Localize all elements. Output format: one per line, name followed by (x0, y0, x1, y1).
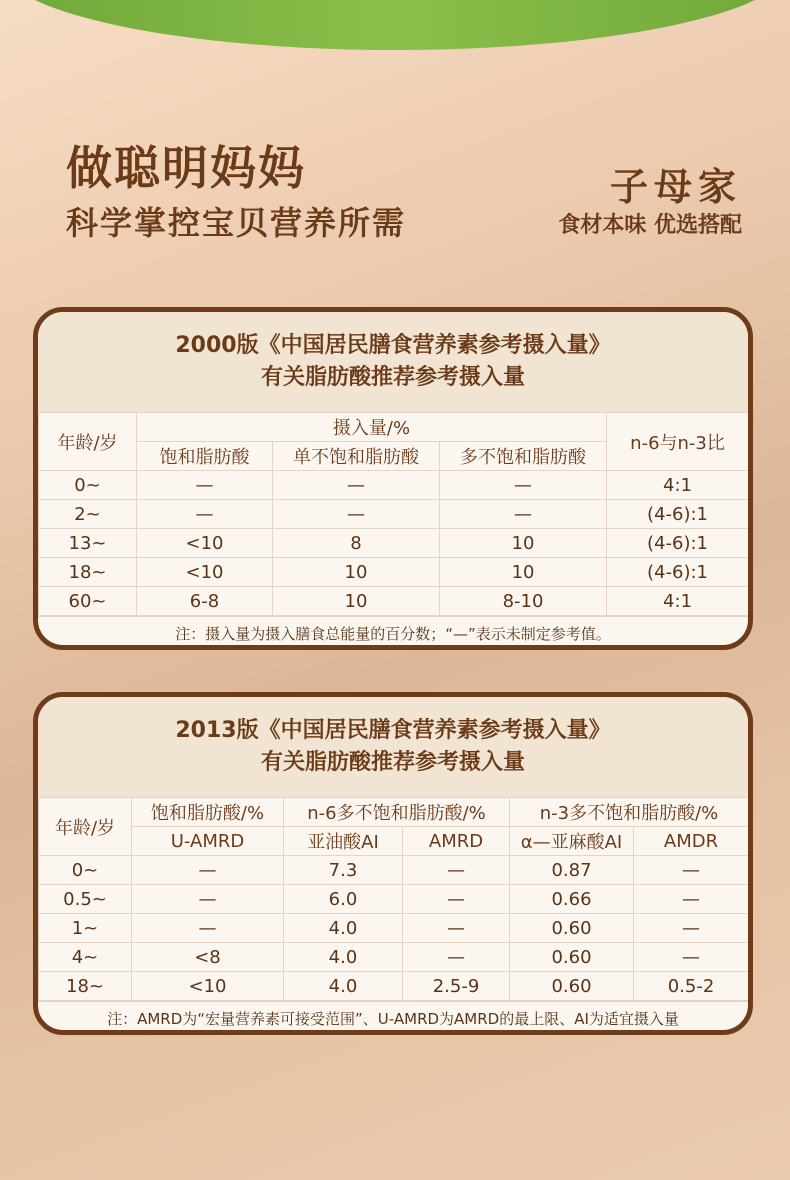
fatty-acid-table-2000 (38, 412, 749, 616)
table-cell: — (273, 471, 440, 500)
table-cell: 0.5~ (39, 885, 132, 914)
table-cell: (4-6):1 (607, 500, 749, 529)
table-cell: 4.0 (284, 914, 403, 943)
table-cell: 4.0 (284, 943, 403, 972)
subline: 科学掌控宝贝营养所需 (66, 204, 407, 242)
table-cell: — (132, 856, 284, 885)
table-cell: 0.87 (510, 856, 634, 885)
col-amdr: AMDR (634, 827, 749, 856)
fatty-acid-table-2013 (38, 797, 749, 1001)
table-cell: 7.3 (284, 856, 403, 885)
table-cell: — (132, 914, 284, 943)
table-cell: (4-6):1 (607, 558, 749, 587)
brand-logo: 子母家 (609, 164, 742, 209)
table-cell: 0.66 (510, 885, 634, 914)
table-row (39, 500, 749, 529)
table-cell: 10 (440, 558, 607, 587)
card-title-line1: 2013版《中国居民膳食营养素参考摄入量》 (175, 718, 611, 743)
table-cell: — (634, 943, 749, 972)
table-cell: — (440, 500, 607, 529)
table-cell: — (403, 885, 510, 914)
top-green-arc (0, 0, 790, 50)
table-cell: 2~ (39, 500, 137, 529)
col-alpha-linolenic-ai: α—亚麻酸AI (510, 827, 634, 856)
table-cell: 4~ (39, 943, 132, 972)
table-cell: 8-10 (440, 587, 607, 616)
col-linoleic-ai: 亚油酸AI (284, 827, 403, 856)
table-row (39, 471, 749, 500)
table-cell: 4:1 (607, 587, 749, 616)
col-age: 年龄/岁 (39, 413, 137, 471)
table-cell: 0.60 (510, 943, 634, 972)
table-cell: 10 (273, 587, 440, 616)
col-n3: n-3多不饱和脂肪酸/% (510, 798, 749, 827)
col-n6: n-6多不饱和脂肪酸/% (284, 798, 510, 827)
table-cell: 0.5-2 (634, 972, 749, 1001)
table-row (39, 885, 749, 914)
table-cell: — (403, 856, 510, 885)
table-cell: 0.60 (510, 914, 634, 943)
col-u-amrd: U-AMRD (132, 827, 284, 856)
table-cell: 18~ (39, 558, 137, 587)
table-cell: — (440, 471, 607, 500)
col-amrd: AMRD (403, 827, 510, 856)
table-cell: <10 (137, 558, 273, 587)
table-cell: — (403, 943, 510, 972)
table-cell: — (634, 885, 749, 914)
table-cell: 18~ (39, 972, 132, 1001)
table-note: 注：AMRD为“宏量营养素可接受范围”、U-AMRD为AMRD的最上限、AI为适宜摄入量 (38, 1001, 748, 1035)
table-cell: 2.5-9 (403, 972, 510, 1001)
table-cell: — (634, 856, 749, 885)
table-cell: <10 (137, 529, 273, 558)
table-cell: 60~ (39, 587, 137, 616)
table-cell: — (132, 885, 284, 914)
headline: 做聪明妈妈 (66, 141, 306, 195)
card-title-line2: 有关脂肪酸推荐参考摄入量 (260, 365, 525, 390)
table-card-2000 (33, 307, 753, 650)
table-cell: 6-8 (137, 587, 273, 616)
table-row (39, 558, 749, 587)
table-cell: 10 (273, 558, 440, 587)
table-row (39, 914, 749, 943)
table-row (39, 587, 749, 616)
col-intake-group: 摄入量/% (137, 413, 607, 442)
table-row (39, 943, 749, 972)
card-header (38, 312, 748, 412)
col-poly: 多不饱和脂肪酸 (440, 442, 607, 471)
card-title-line1: 2000版《中国居民膳食营养素参考摄入量》 (175, 333, 611, 358)
table-cell: 10 (440, 529, 607, 558)
table-cell: <8 (132, 943, 284, 972)
table-cell: 6.0 (284, 885, 403, 914)
table-cell: 1~ (39, 914, 132, 943)
table-cell: — (403, 914, 510, 943)
table-cell: 8 (273, 529, 440, 558)
card-header (38, 697, 748, 797)
col-saturated: 饱和脂肪酸/% (132, 798, 284, 827)
table-row (39, 856, 749, 885)
table-cell: 0.60 (510, 972, 634, 1001)
table-cell: — (634, 914, 749, 943)
table-cell: — (137, 471, 273, 500)
table-row (39, 972, 749, 1001)
table-cell: — (273, 500, 440, 529)
table-card-2013 (33, 692, 753, 1035)
brand-tagline: 食材本味 优选搭配 (558, 213, 742, 238)
table-cell: 0~ (39, 856, 132, 885)
table-note: 注：摄入量为摄入膳食总能量的百分数；“—”表示未制定参考值。 (38, 616, 748, 650)
table-cell: (4-6):1 (607, 529, 749, 558)
col-saturated: 饱和脂肪酸 (137, 442, 273, 471)
table-cell: 13~ (39, 529, 137, 558)
col-ratio: n-6与n-3比 (607, 413, 749, 471)
table-cell: — (137, 500, 273, 529)
col-age: 年龄/岁 (39, 798, 132, 856)
table-cell: 4.0 (284, 972, 403, 1001)
table-cell: 4:1 (607, 471, 749, 500)
table-row (39, 529, 749, 558)
table-cell: 0~ (39, 471, 137, 500)
card-title-line2: 有关脂肪酸推荐参考摄入量 (260, 750, 525, 775)
table-cell: <10 (132, 972, 284, 1001)
col-mono: 单不饱和脂肪酸 (273, 442, 440, 471)
